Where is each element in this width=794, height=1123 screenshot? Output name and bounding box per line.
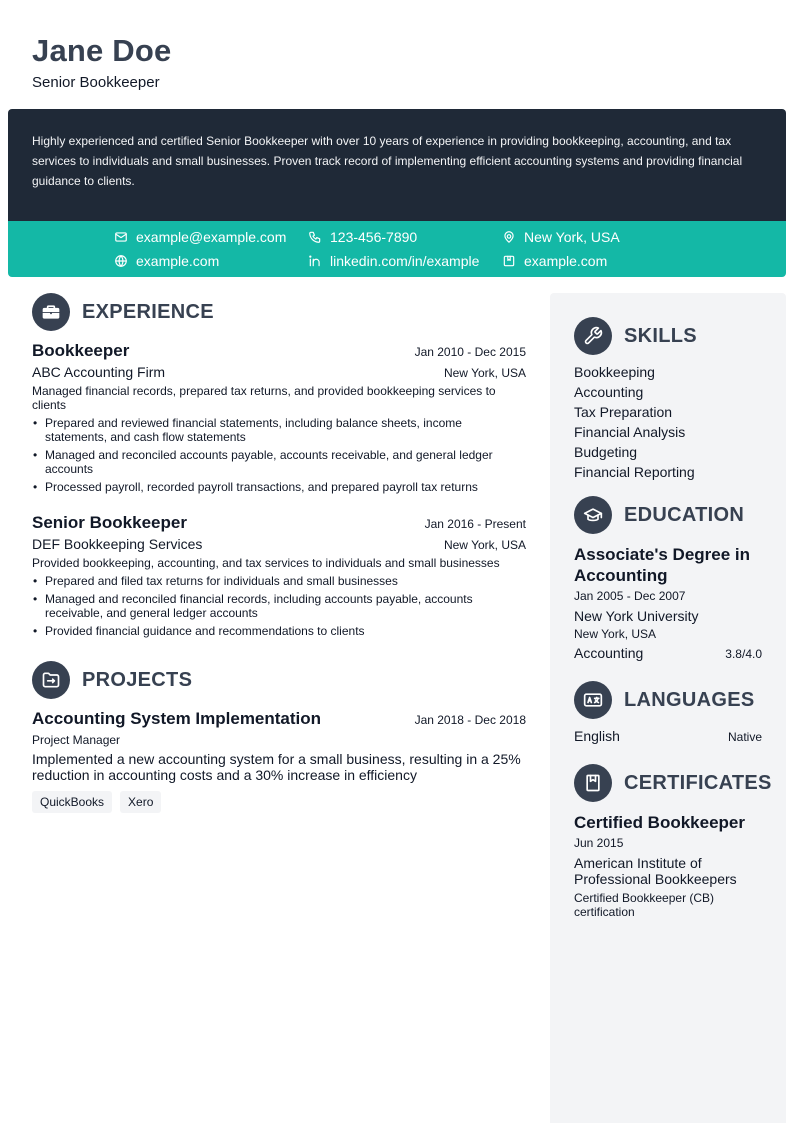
job-description: Managed financial records, prepared tax returns, and provided bookkeeping services to clients xyxy=(32,384,496,412)
job-location: New York, USA xyxy=(443,366,526,380)
certificate-title: Certified Bookkeeper xyxy=(574,813,745,832)
projects-header xyxy=(32,661,192,699)
skill-item: Financial Reporting xyxy=(574,464,695,480)
folder-icon xyxy=(32,661,70,699)
portfolio-text: example.com xyxy=(524,253,608,269)
education-title: EDUCATION xyxy=(624,503,745,526)
summary-block xyxy=(8,109,786,221)
certificates-header xyxy=(574,764,772,802)
job-company: DEF Bookkeeping Services xyxy=(32,536,203,552)
job-highlights xyxy=(32,416,526,494)
mail-icon xyxy=(114,230,128,244)
skills-title: SKILLS xyxy=(624,324,697,347)
skill-item: Tax Preparation xyxy=(574,404,673,420)
phone-icon xyxy=(308,230,322,244)
experience-entry xyxy=(32,513,526,642)
certificate-entry xyxy=(574,812,762,919)
project-tags xyxy=(32,791,526,813)
resume-header xyxy=(32,32,171,91)
job-highlights xyxy=(32,574,526,638)
contact-phone[interactable] xyxy=(308,229,417,245)
job-location: New York, USA xyxy=(443,538,526,552)
project-tag: Xero xyxy=(120,791,161,813)
project-role: Project Manager xyxy=(32,733,121,747)
language-level: Native xyxy=(727,730,762,744)
certificate-date: Jun 2015 xyxy=(574,836,624,850)
phone-text: 123-456-7890 xyxy=(330,229,418,245)
projects-title: PROJECTS xyxy=(82,668,193,691)
job-highlight: • Managed and reconciled financial records, including accounts payable, accounts receivable, and general ledger accounts xyxy=(32,592,526,620)
education-header xyxy=(574,496,744,534)
wrench-icon xyxy=(574,317,612,355)
education-degree: Associate's Degree in Accounting xyxy=(574,545,751,585)
job-highlight: • Prepared and filed tax returns for individuals and small businesses xyxy=(32,574,526,588)
skill-item: Accounting xyxy=(574,384,644,400)
contact-bar xyxy=(8,221,786,277)
project-title: Accounting System Implementation xyxy=(32,709,322,728)
job-company: ABC Accounting Firm xyxy=(32,364,166,380)
globe-icon xyxy=(114,254,128,268)
candidate-title: Senior Bookkeeper xyxy=(32,74,160,91)
education-gpa: 3.8/4.0 xyxy=(725,647,762,661)
job-highlight: • Provided financial guidance and recommendations to clients xyxy=(32,624,526,638)
project-tag: QuickBooks xyxy=(32,791,112,813)
education-location: New York, USA xyxy=(574,627,657,641)
contact-portfolio[interactable] xyxy=(502,253,607,269)
job-highlight: • Processed payroll, recorded payroll transactions, and prepared payroll tax returns xyxy=(32,480,526,494)
experience-title: EXPERIENCE xyxy=(82,300,214,323)
education-school: New York University xyxy=(574,608,699,624)
languages-title: LANGUAGES xyxy=(624,688,755,711)
certificates-title: CERTIFICATES xyxy=(624,771,772,794)
languages-header xyxy=(574,681,754,719)
summary-text: Highly experienced and certified Senior Bookkeeper with over 10 years of experience in providing bookkeeping, accounting, and tax services to individuals and small businesses. Proven track record of implementing efficient accounting systems and providing financial guidance to clients. xyxy=(32,134,743,188)
certificate-issuer: American Institute of Professional Bookkeepers xyxy=(574,855,737,887)
contact-email[interactable] xyxy=(114,229,286,245)
experience-entry xyxy=(32,341,526,498)
map-pin-icon xyxy=(502,230,516,244)
job-description: Provided bookkeeping, accounting, and tax services to individuals and small businesses xyxy=(32,556,500,570)
project-description: Implemented a new accounting system for a small business, resulting in a 25% reduction in accounting costs and a 30% increase in efficiency xyxy=(32,751,521,783)
project-entry xyxy=(32,709,526,813)
linkedin-icon xyxy=(308,254,322,268)
skill-item: Bookkeeping xyxy=(574,364,655,380)
project-dates: Jan 2018 - Dec 2018 xyxy=(414,713,526,727)
contact-linkedin[interactable] xyxy=(308,253,479,269)
email-text: example@example.com xyxy=(136,229,287,245)
language-entry xyxy=(574,728,762,744)
contact-location xyxy=(502,229,620,245)
education-entry xyxy=(574,544,762,661)
contact-website[interactable] xyxy=(114,253,219,269)
graduation-cap-icon xyxy=(574,496,612,534)
linkedin-text: linkedin.com/in/example xyxy=(330,253,480,269)
briefcase-icon xyxy=(32,293,70,331)
job-dates: Jan 2016 - Present xyxy=(424,517,526,531)
job-dates: Jan 2010 - Dec 2015 xyxy=(414,345,526,359)
experience-header xyxy=(32,293,214,331)
language-name: English xyxy=(574,728,620,744)
skills-list xyxy=(574,362,695,482)
location-text: New York, USA xyxy=(524,229,620,245)
education-dates: Jan 2005 - Dec 2007 xyxy=(574,589,686,603)
certificate-description: Certified Bookkeeper (CB) certification xyxy=(574,891,715,919)
candidate-name: Jane Doe xyxy=(32,33,172,68)
skills-header xyxy=(574,317,697,355)
portfolio-icon xyxy=(502,254,516,268)
job-highlight: • Prepared and reviewed financial statements, including balance sheets, income statements, and cash flow statements xyxy=(32,416,526,444)
skill-item: Financial Analysis xyxy=(574,424,686,440)
job-title: Bookkeeper xyxy=(32,341,130,360)
language-icon xyxy=(574,681,612,719)
certificate-icon xyxy=(574,764,612,802)
job-highlight: • Managed and reconciled accounts payable, accounts receivable, and general ledger accounts xyxy=(32,448,526,476)
website-text: example.com xyxy=(136,253,220,269)
education-field: Accounting xyxy=(574,645,644,661)
job-title: Senior Bookkeeper xyxy=(32,513,187,532)
skill-item: Budgeting xyxy=(574,444,638,460)
